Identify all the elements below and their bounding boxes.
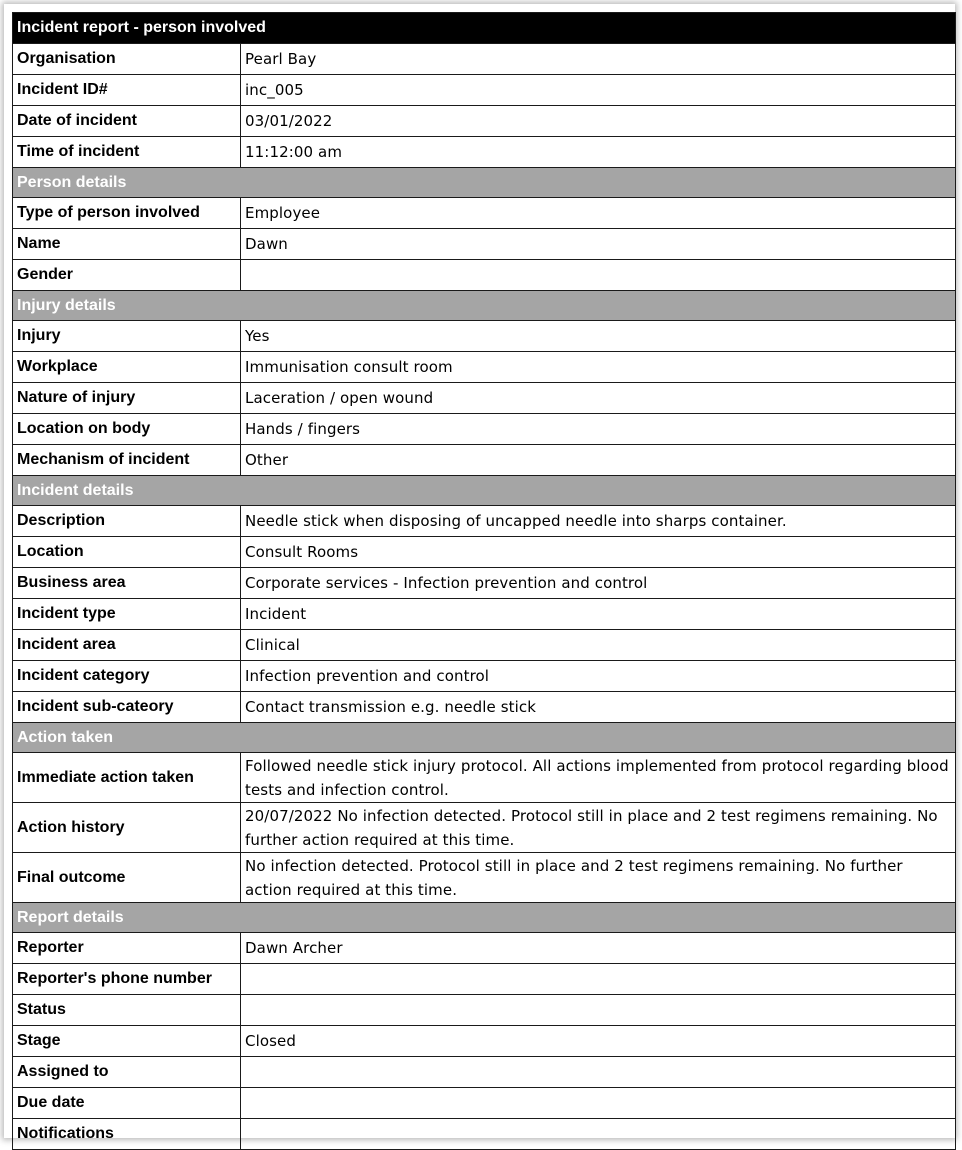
- field-row-business-area: [13, 568, 956, 599]
- field-row-reporter-phone: [13, 964, 956, 995]
- field-row-location: [13, 537, 956, 568]
- field-value[interactable]: Dawn Archer: [241, 933, 956, 964]
- field-value[interactable]: Consult Rooms: [241, 537, 956, 568]
- field-row-incident-category: [13, 661, 956, 692]
- field-label: Immediate action taken: [13, 753, 241, 803]
- field-row-final-outcome: [13, 853, 956, 903]
- field-label: Assigned to: [13, 1057, 241, 1088]
- field-label: Nature of injury: [13, 383, 241, 414]
- field-value[interactable]: Closed: [241, 1026, 956, 1057]
- section-heading: Incident details: [13, 476, 956, 506]
- field-row-incident-subcategory: [13, 692, 956, 723]
- field-value[interactable]: No infection detected. Protocol still in place and 2 test regimens remaining. No further action required at this time.: [241, 853, 956, 903]
- report-title-row: [13, 13, 956, 44]
- field-label: Mechanism of incident: [13, 445, 241, 476]
- field-value[interactable]: Other: [241, 445, 956, 476]
- field-value[interactable]: [241, 964, 956, 995]
- field-row-organisation: [13, 44, 956, 75]
- field-row-name: [13, 229, 956, 260]
- field-value[interactable]: Clinical: [241, 630, 956, 661]
- field-label: Type of person involved: [13, 198, 241, 229]
- field-value[interactable]: 11:12:00 am: [241, 137, 956, 168]
- field-label: Location on body: [13, 414, 241, 445]
- field-row-nature-of-injury: [13, 383, 956, 414]
- field-label: Description: [13, 506, 241, 537]
- field-label: Workplace: [13, 352, 241, 383]
- field-row-mechanism: [13, 445, 956, 476]
- section-heading: Person details: [13, 168, 956, 198]
- field-value[interactable]: Dawn: [241, 229, 956, 260]
- field-row-immediate-action: [13, 753, 956, 803]
- field-value[interactable]: [241, 1057, 956, 1088]
- field-label: Action history: [13, 803, 241, 853]
- section-header-report: [13, 903, 956, 933]
- field-row-stage: [13, 1026, 956, 1057]
- field-value[interactable]: Immunisation consult room: [241, 352, 956, 383]
- field-row-injury: [13, 321, 956, 352]
- section-heading: Action taken: [13, 723, 956, 753]
- field-row-description: [13, 506, 956, 537]
- field-value[interactable]: inc_005: [241, 75, 956, 106]
- field-value[interactable]: Needle stick when disposing of uncapped needle into sharps container.: [241, 506, 956, 537]
- incident-report-table: [12, 12, 956, 1150]
- field-row-location-on-body: [13, 414, 956, 445]
- field-row-incident-id: [13, 75, 956, 106]
- section-heading: Injury details: [13, 291, 956, 321]
- field-label: Gender: [13, 260, 241, 291]
- field-label: Location: [13, 537, 241, 568]
- field-label: Incident sub-cateory: [13, 692, 241, 723]
- field-label: Final outcome: [13, 853, 241, 903]
- field-row-time-of-incident: [13, 137, 956, 168]
- field-value[interactable]: Incident: [241, 599, 956, 630]
- section-header-incident: [13, 476, 956, 506]
- field-value[interactable]: Pearl Bay: [241, 44, 956, 75]
- section-header-person: [13, 168, 956, 198]
- field-row-reporter: [13, 933, 956, 964]
- field-row-incident-area: [13, 630, 956, 661]
- field-label: Reporter: [13, 933, 241, 964]
- field-row-workplace: [13, 352, 956, 383]
- report-title: Incident report - person involved: [13, 13, 956, 44]
- field-label: Organisation: [13, 44, 241, 75]
- field-label: Time of incident: [13, 137, 241, 168]
- section-header-injury: [13, 291, 956, 321]
- field-label: Reporter's phone number: [13, 964, 241, 995]
- field-value[interactable]: Yes: [241, 321, 956, 352]
- field-value[interactable]: Followed needle stick injury protocol. All actions implemented from protocol regarding blood tests and infection control.: [241, 753, 956, 803]
- field-value[interactable]: Infection prevention and control: [241, 661, 956, 692]
- field-row-due-date: [13, 1088, 956, 1119]
- field-label: Due date: [13, 1088, 241, 1119]
- field-row-action-history: [13, 803, 956, 853]
- field-row-incident-type: [13, 599, 956, 630]
- field-label: Incident area: [13, 630, 241, 661]
- field-label: Incident type: [13, 599, 241, 630]
- field-label: Business area: [13, 568, 241, 599]
- section-heading: Report details: [13, 903, 956, 933]
- field-label: Date of incident: [13, 106, 241, 137]
- field-value[interactable]: 20/07/2022 No infection detected. Protocol still in place and 2 test regimens remaining. No further action required at this time.: [241, 803, 956, 853]
- section-header-action: [13, 723, 956, 753]
- field-value[interactable]: 03/01/2022: [241, 106, 956, 137]
- field-label: Stage: [13, 1026, 241, 1057]
- field-label: Incident category: [13, 661, 241, 692]
- field-value[interactable]: Employee: [241, 198, 956, 229]
- field-label: Injury: [13, 321, 241, 352]
- field-label: Incident ID#: [13, 75, 241, 106]
- report-sheet: [4, 4, 955, 1142]
- field-label: Status: [13, 995, 241, 1026]
- field-value[interactable]: Laceration / open wound: [241, 383, 956, 414]
- field-value[interactable]: [241, 995, 956, 1026]
- field-label: Notifications: [13, 1119, 241, 1150]
- field-value[interactable]: Hands / fingers: [241, 414, 956, 445]
- field-row-status: [13, 995, 956, 1026]
- field-value[interactable]: [241, 1088, 956, 1119]
- field-value[interactable]: [241, 260, 956, 291]
- field-row-assigned-to: [13, 1057, 956, 1088]
- field-value[interactable]: Corporate services - Infection prevention and control: [241, 568, 956, 599]
- field-row-gender: [13, 260, 956, 291]
- field-value[interactable]: Contact transmission e.g. needle stick: [241, 692, 956, 723]
- field-row-date-of-incident: [13, 106, 956, 137]
- field-label: Name: [13, 229, 241, 260]
- field-row-type-of-person: [13, 198, 956, 229]
